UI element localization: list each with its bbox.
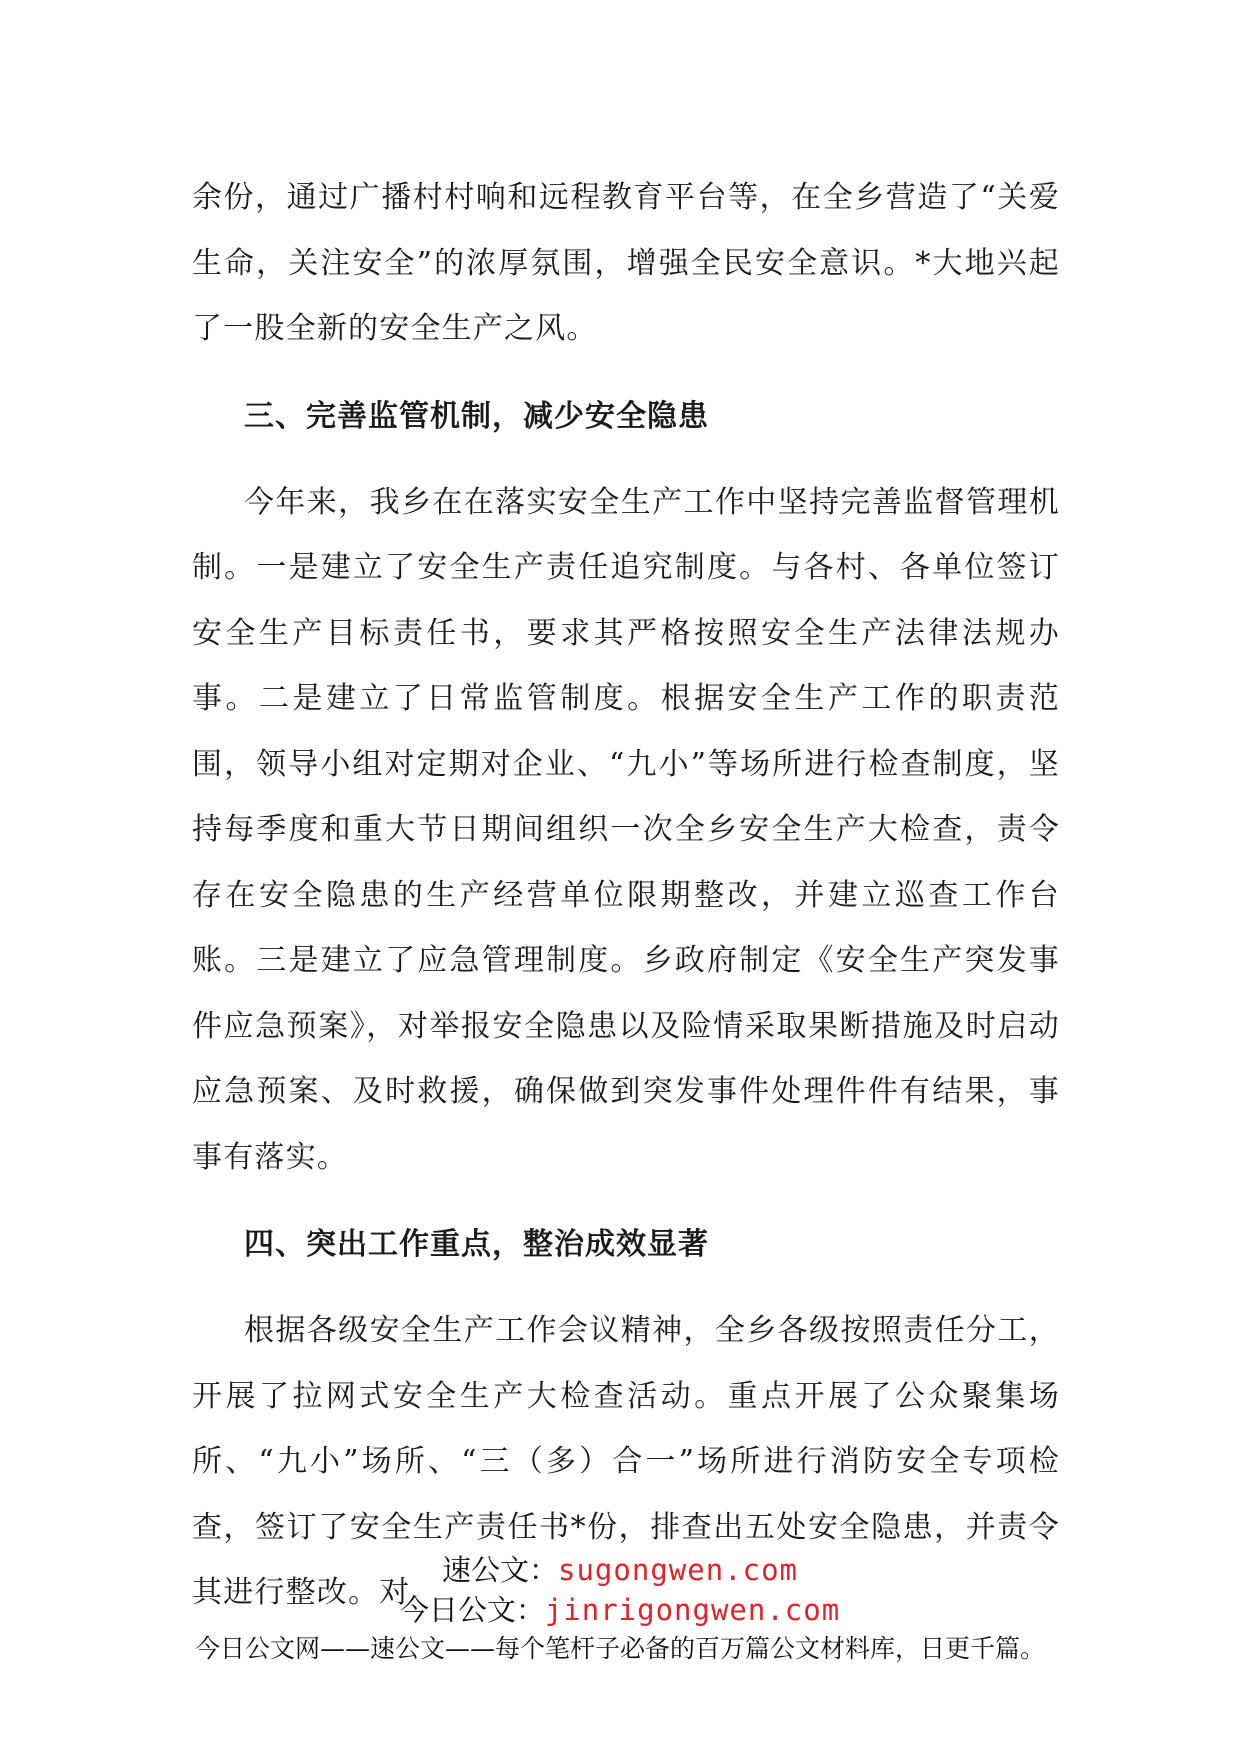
footer-sugongwen-label: 速公文：	[442, 1553, 559, 1587]
footer-jinrigongwen-link[interactable]: jinrigongwen.com	[544, 1593, 841, 1627]
document-body	[192, 165, 1060, 1626]
section-heading-three: 三、完善监管机制，减少安全隐患	[244, 398, 709, 434]
footer-jinrigongwen-label: 今日公文：	[399, 1593, 545, 1627]
paragraph-work-focus: 根据各级安全生产工作会议精神，全乡各级按照责任分工，开展了拉网式安全生产大检查活动。重点开展了公众聚集场所、“九小”场所、“三（多）合一”场所进行消防安全专项检查，签订了安全生产责任书*份，排查出五处安全隐患，并责令其进行整改。对	[192, 1313, 1060, 1610]
footer-jinrigongwen	[0, 1591, 1240, 1629]
footer-slogan: 今日公文网——速公文——每个笔杆子必备的百万篇公文材料库，日更千篇。	[194, 1634, 1045, 1663]
section-heading-four: 四、突出工作重点，整治成效显著	[244, 1227, 709, 1262]
paragraph-supervision-mechanism: 今年来，我乡在在落实安全生产工作中坚持完善监督管理机制。一是建立了安全生产责任追究制度。与各村、各单位签订安全生产目标责任书，要求其严格按照安全生产法律法规办事。二是建立了日常监管制度。根据安全生产工作的职责范围，领导小组对定期对企业、“九小”等场所进行检查制度，坚持每季度和重大节日期间组织一次全乡安全生产大检查，责令存在安全隐患的生产经营单位限期整改，并建立巡查工作台账。三是建立了应急管理制度。乡政府制定《安全生产突发事件应急预案》，对举报安全隐患以及险情采取果断措施及时启动应急预案、及时救援，确保做到突发事件处理件件有结果，事事有落实。	[192, 484, 1060, 1175]
paragraph-publicity-continued: 余份，通过广播村村响和远程教育平台等，在全乡营造了“关爱生命，关注安全”的浓厚氛围，增强全民安全意识。*大地兴起了一股全新的安全生产之风。	[192, 180, 1060, 346]
footer-sugongwen-link[interactable]: sugongwen.com	[558, 1553, 798, 1587]
footer-sugongwen	[0, 1551, 1240, 1589]
